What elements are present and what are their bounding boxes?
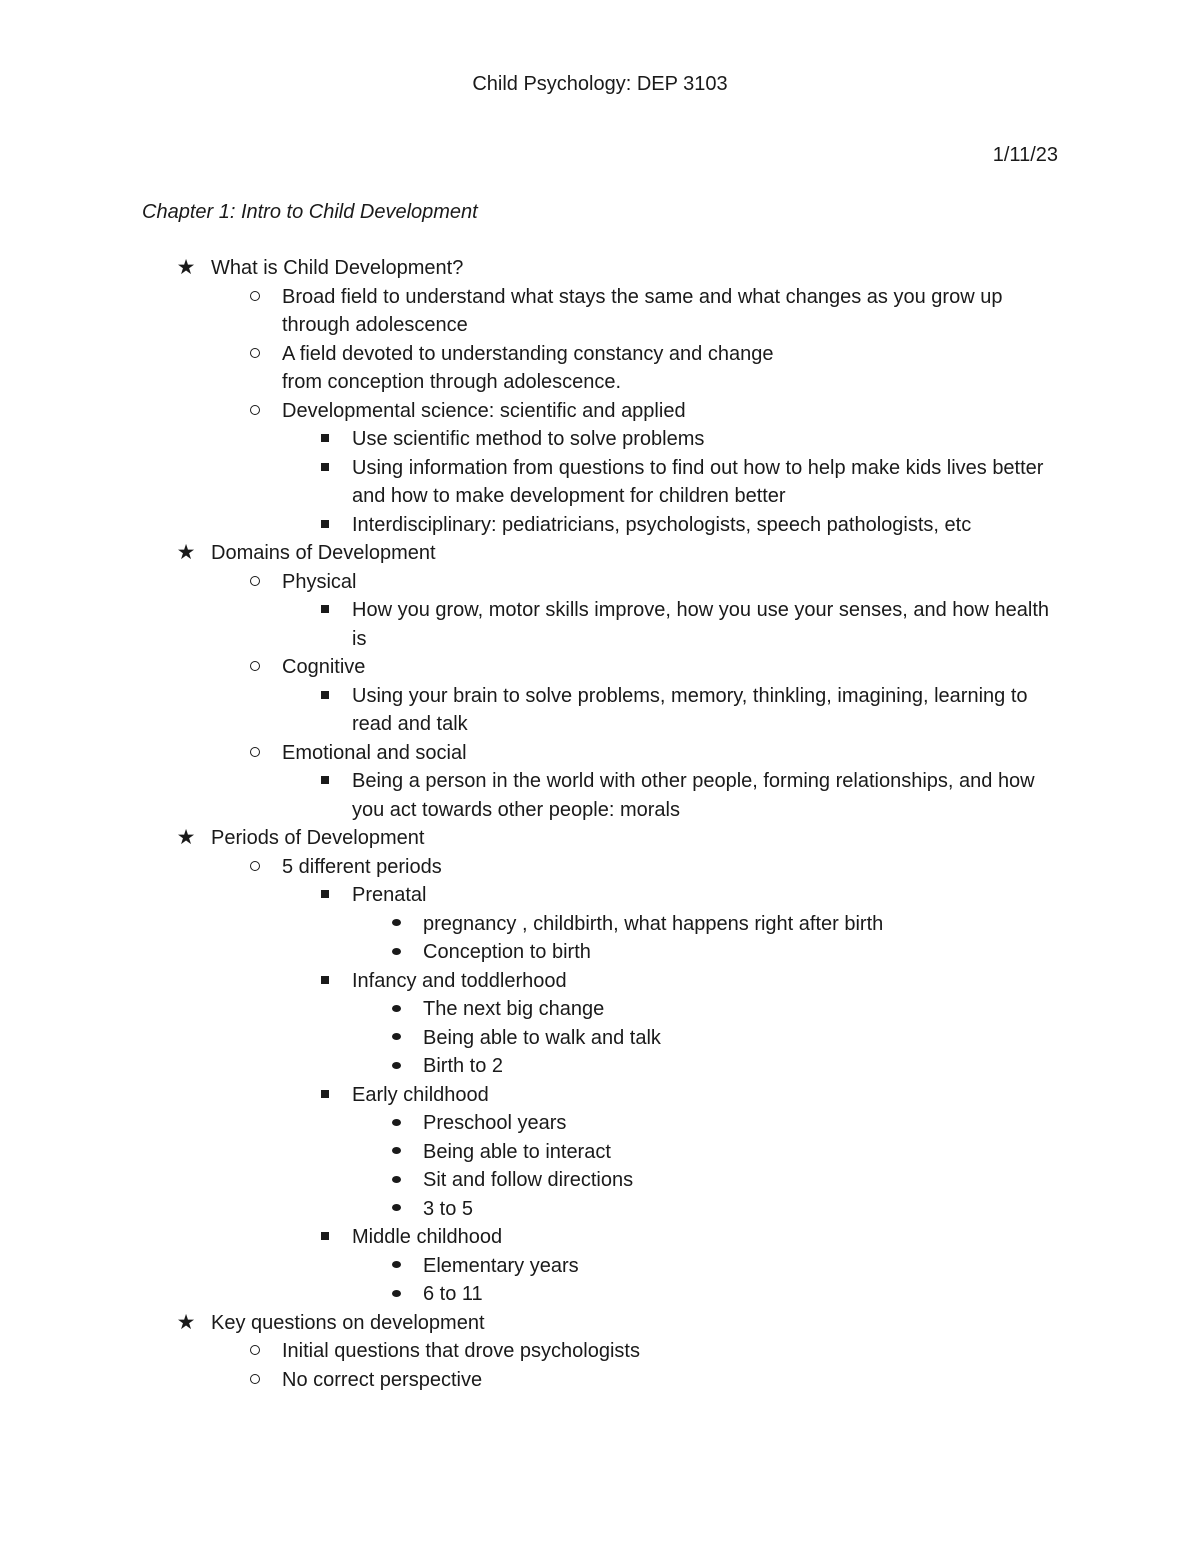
outline-item-text: 3 to 5 xyxy=(423,1197,474,1220)
outline-item-text: Being able to interact xyxy=(423,1140,611,1163)
outline-item-text: Broad field to understand what stays the same and what changes as you grow up through adolescence xyxy=(282,285,1003,336)
star-bullet-icon: ★ xyxy=(176,826,196,849)
hollow-circle-bullet-icon xyxy=(243,739,267,768)
outline-item xyxy=(0,767,1200,824)
square-bullet-icon xyxy=(313,596,337,625)
outline-item-text: Elementary years xyxy=(423,1254,579,1277)
outline-item-text: The next big change xyxy=(423,998,605,1020)
outline-item-text: Middle childhood xyxy=(352,1226,503,1248)
notes-outline xyxy=(0,254,1200,1394)
filled-dot-bullet-icon xyxy=(384,938,408,967)
outline-item-text: No correct perspective xyxy=(282,1368,483,1391)
outline-item xyxy=(0,397,1200,426)
hollow-circle-bullet-icon xyxy=(243,853,267,882)
hollow-circle-bullet-icon xyxy=(243,1366,267,1395)
star-bullet-icon: ★ xyxy=(176,541,196,564)
filled-dot-bullet-icon xyxy=(384,1024,408,1053)
outline-item xyxy=(0,824,1200,853)
filled-dot-bullet-icon xyxy=(384,910,408,939)
star-bullet-icon: ★ xyxy=(176,256,196,279)
outline-item-text: How you grow, motor skills improve, how you use your senses, and how health is xyxy=(352,599,1050,650)
outline-item xyxy=(0,1052,1200,1081)
outline-item xyxy=(0,539,1200,568)
outline-item-text: Use scientific method to solve problems xyxy=(352,428,705,450)
filled-dot-bullet-icon xyxy=(384,1052,408,1081)
outline-item xyxy=(0,938,1200,967)
outline-item-text: 6 to 11 xyxy=(423,1283,483,1305)
outline-item xyxy=(0,739,1200,768)
outline-item-text: Emotional and social xyxy=(282,741,467,764)
outline-item-text: Being a person in the world with other people, forming relationships, and how you act towards other people: morals xyxy=(352,770,1035,821)
outline-item-text: Conception to birth xyxy=(423,941,591,963)
square-bullet-icon xyxy=(313,881,337,910)
filled-dot-bullet-icon xyxy=(384,1166,408,1195)
hollow-circle-bullet-icon xyxy=(243,397,267,426)
outline-item-text: Early childhood xyxy=(352,1083,489,1106)
outline-item xyxy=(0,425,1200,454)
outline-item xyxy=(0,995,1200,1024)
square-bullet-icon xyxy=(313,682,337,711)
square-bullet-icon xyxy=(313,967,337,996)
star-bullet-icon: ★ xyxy=(176,1310,196,1334)
hollow-circle-bullet-icon xyxy=(243,283,267,312)
outline-item xyxy=(0,340,1200,397)
outline-item xyxy=(0,454,1200,511)
outline-item xyxy=(0,1081,1200,1110)
outline-item xyxy=(0,1309,1200,1338)
document-title: Child Psychology: DEP 3103 xyxy=(472,73,728,95)
square-bullet-icon xyxy=(313,425,337,454)
outline-item xyxy=(0,511,1200,540)
square-bullet-icon xyxy=(313,1081,337,1110)
outline-item-text: Being able to walk and talk xyxy=(423,1026,661,1049)
outline-item xyxy=(0,1166,1200,1195)
outline-item xyxy=(0,254,1200,283)
outline-item-text: Interdisciplinary: pediatricians, psychologists, speech pathologists, etc xyxy=(352,513,972,536)
square-bullet-icon xyxy=(313,511,337,540)
chapter-heading: Chapter 1: Intro to Child Development xyxy=(142,201,478,223)
square-bullet-icon xyxy=(313,454,337,483)
outline-item-text: Periods of Development xyxy=(211,827,425,849)
outline-item-text: What is Child Development? xyxy=(211,257,464,279)
outline-item-text: Developmental science: scientific and applied xyxy=(282,399,686,422)
outline-item xyxy=(0,283,1200,340)
outline-item-text: Birth to 2 xyxy=(423,1055,504,1077)
outline-item-text: Using your brain to solve problems, memory, thinkling, imagining, learning to read and talk xyxy=(352,684,1028,735)
filled-dot-bullet-icon xyxy=(384,1109,408,1138)
outline-item xyxy=(0,1337,1200,1366)
outline-item-text: Using information from questions to find out how to help make kids lives better and how to make development for children better xyxy=(352,456,1044,507)
outline-item-text: Preschool years xyxy=(423,1112,567,1134)
outline-item-text: Prenatal xyxy=(352,884,427,906)
outline-item xyxy=(0,1280,1200,1309)
filled-dot-bullet-icon xyxy=(384,995,408,1024)
hollow-circle-bullet-icon xyxy=(243,653,267,682)
outline-item-text: Cognitive xyxy=(282,656,366,678)
filled-dot-bullet-icon xyxy=(384,1138,408,1167)
outline-item-text: Physical xyxy=(282,570,357,593)
outline-item xyxy=(0,1195,1200,1224)
outline-item-text: Infancy and toddlerhood xyxy=(352,969,567,992)
outline-item-text: Key questions on development xyxy=(211,1311,485,1334)
outline-item-text: pregnancy , childbirth, what happens right after birth xyxy=(423,912,884,935)
outline-item-text: Sit and follow directions xyxy=(423,1169,634,1191)
outline-item-text: A field devoted to understanding constancy and change xyxy=(282,342,774,365)
outline-item xyxy=(0,1252,1200,1281)
outline-item xyxy=(0,910,1200,939)
outline-item xyxy=(0,1138,1200,1167)
outline-item-text: Initial questions that drove psychologists xyxy=(282,1340,640,1362)
outline-item xyxy=(0,881,1200,910)
hollow-circle-bullet-icon xyxy=(243,568,267,597)
square-bullet-icon xyxy=(313,1223,337,1252)
document-date: 1/11/23 xyxy=(992,144,1058,166)
outline-item xyxy=(0,1109,1200,1138)
outline-item-text: Domains of Development xyxy=(211,542,436,564)
outline-item xyxy=(0,967,1200,996)
outline-item-text: 5 different periods xyxy=(282,855,442,878)
filled-dot-bullet-icon xyxy=(384,1252,408,1281)
outline-item xyxy=(0,1223,1200,1252)
outline-item xyxy=(0,682,1200,739)
outline-item xyxy=(0,568,1200,597)
outline-item xyxy=(0,653,1200,682)
outline-item xyxy=(0,1024,1200,1053)
hollow-circle-bullet-icon xyxy=(243,340,267,369)
square-bullet-icon xyxy=(313,767,337,796)
outline-item xyxy=(0,853,1200,882)
outline-item xyxy=(0,596,1200,653)
filled-dot-bullet-icon xyxy=(384,1195,408,1224)
filled-dot-bullet-icon xyxy=(384,1280,408,1309)
outline-item-continuation: from conception through adolescence. xyxy=(282,371,622,393)
hollow-circle-bullet-icon xyxy=(243,1337,267,1366)
outline-item xyxy=(0,1366,1200,1395)
